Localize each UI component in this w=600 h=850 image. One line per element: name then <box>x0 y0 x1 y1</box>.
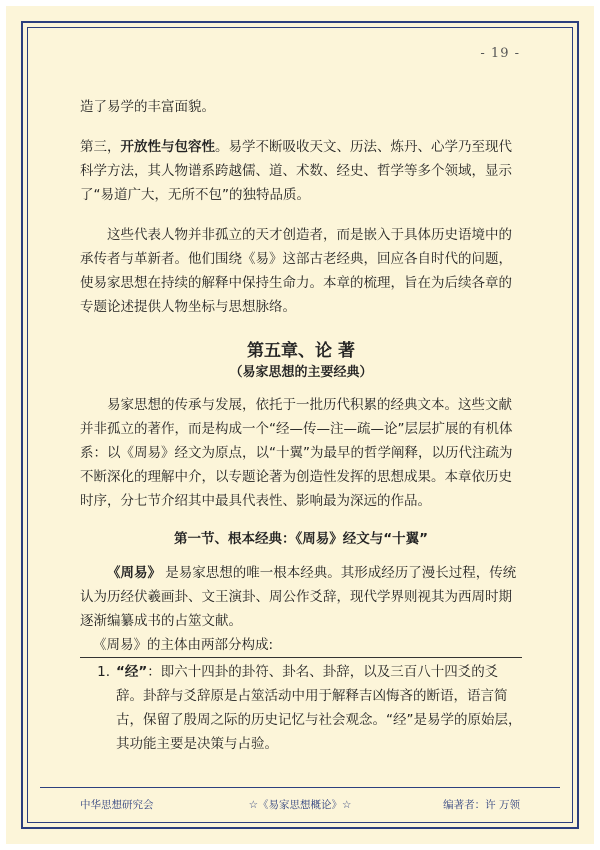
page-number: - 19 - <box>480 46 520 61</box>
list-number: 1. <box>97 664 110 680</box>
list-item <box>80 657 522 756</box>
paragraph-zhouyi <box>80 561 522 633</box>
paragraph-continuation: 造了易学的丰富面貌。 <box>80 99 215 115</box>
footer-organization: 中华思想研究会 <box>80 799 154 811</box>
chapter-subtitle: （易家思想的主要经典） <box>229 365 373 380</box>
point-text: 。易学不断吸收天文、历法、炼丹、心学乃至现代科学方法，其人物谱系跨越儒、道、术数、经史、哲学等多个领域，显示了“易道广大，无所不包”的独特品质。 <box>80 139 512 203</box>
chapter-heading <box>80 339 522 383</box>
document-body <box>80 95 522 756</box>
footer-author: 编著者：许 万领 <box>443 799 520 811</box>
chapter-title: 第五章、论 著 <box>247 341 355 361</box>
paragraph-chapter-intro: 易家思想的传承与发展，依托于一批历代积累的经典文本。这些文献并非孤立的著作，而是构成一个“经—传—注—疏—论”层层扩展的有机体系：以《周易》经文为原点，以“十翼”为最早的哲学阐释，以历代注疏为不断深化的理解中介，以专题论著为创造性发挥的思想成果。本章依历史时序，分七节介绍其中最具代表性、影响最为深远的作品。 <box>80 397 513 509</box>
paragraph-structure: 《周易》的主体由两部分构成: <box>93 637 274 653</box>
list-body <box>116 660 522 756</box>
point-keyword: 开放性与包容性 <box>120 139 215 155</box>
footer-book-title: ☆《易家思想概论》☆ <box>248 799 352 811</box>
paragraph-summary: 这些代表人物并非孤立的天才创造者，而是嵌入于具体历史语境中的承传者与革新者。他们围绕《易》这部古老经典，回应各自时代的问题，使易家思想在持续的解释中保持生命力。本章的梳理，旨在为后续各章的专题论述提供人物坐标与思想脉络。 <box>80 227 512 315</box>
paragraph-third-point <box>80 135 522 207</box>
point-prefix: 第三， <box>80 139 121 155</box>
zhouyi-keyword: 《周易》 <box>107 565 161 581</box>
footer-divider <box>40 787 560 788</box>
list-keyword: “经” <box>116 664 148 680</box>
zhouyi-text: 是易家思想的唯一根本经典。其形成经历了漫长过程，传统认为历经伏羲画卦、文王演卦、周公作爻辞，现代学界则视其为西周时期逐渐编纂成书的占筮文献。 <box>80 565 517 629</box>
section-heading: 第一节、根本经典：《周易》经文与“十翼” <box>174 531 428 547</box>
list-text: ：即六十四卦的卦符、卦名、卦辞，以及三百八十四爻的爻辞。卦辞与爻辞原是占筮活动中用于解释吉凶悔吝的断语，语言简古，保留了殷周之际的历史记忆与社会观念。“经”是易学的原始层，其功能主要是决策与占验。 <box>116 664 522 752</box>
